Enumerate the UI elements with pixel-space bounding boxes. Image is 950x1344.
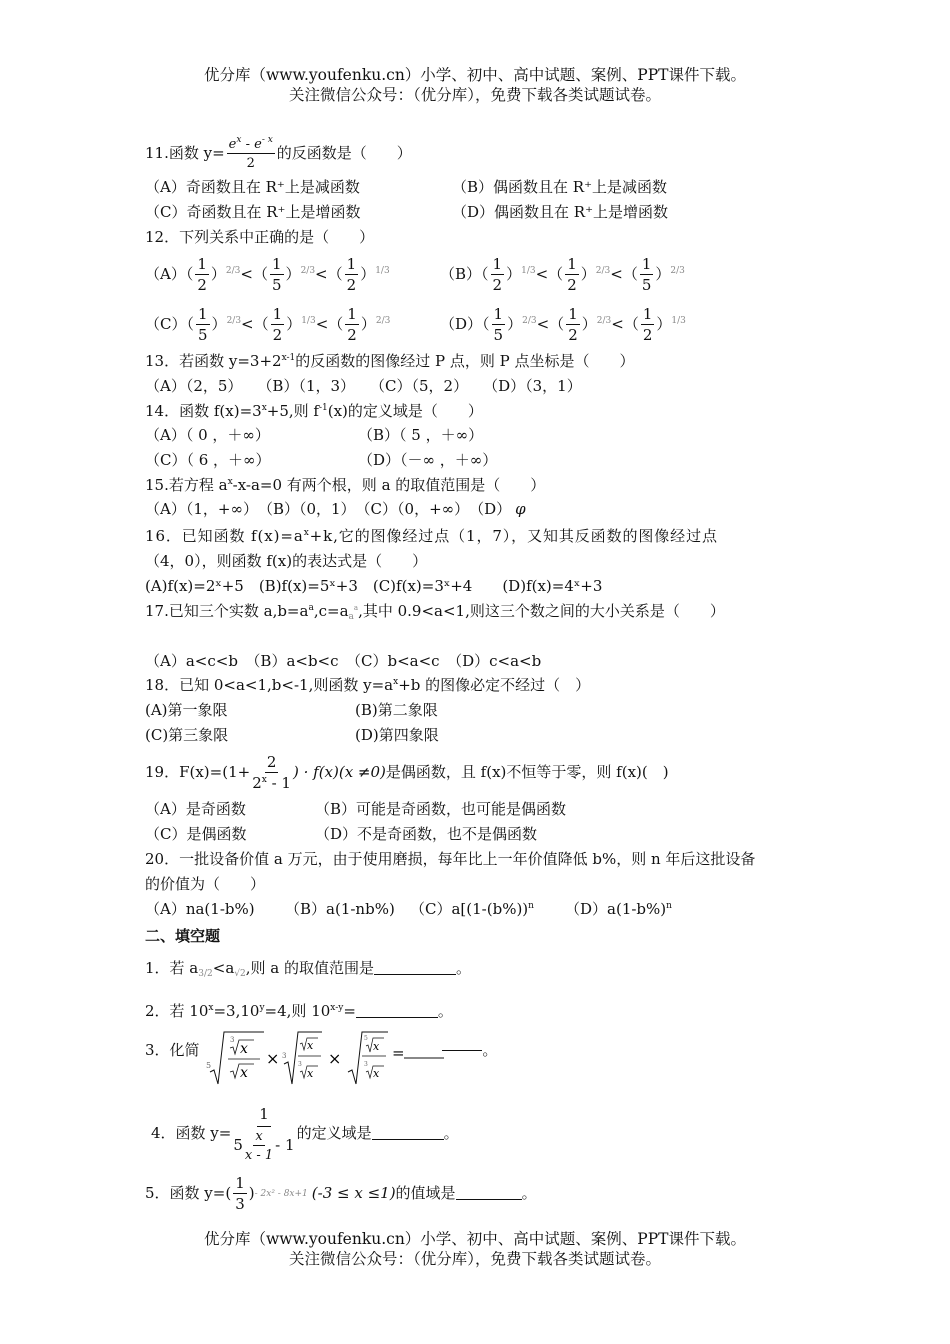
- q16-line-2: （4，0），则函数 f(x)的表达式是（ ）: [145, 552, 428, 570]
- fill-2-blank[interactable]: [356, 1003, 438, 1018]
- svg-text:×: ×: [266, 1049, 280, 1068]
- header-line-2: 关注微信公众号：（优分库），免费下载各类试题试卷。: [288, 86, 661, 104]
- q18-option-c: (C)第三象限: [145, 726, 229, 744]
- svg-text:x: x: [373, 1067, 380, 1080]
- q20-option-d: $(D)a(1-b\%)^n$: [565, 900, 672, 918]
- q12-stem: 12．下列关系中正确的是（ ）: [145, 228, 375, 246]
- q20-line-2: 的价值为（ ）: [145, 875, 266, 893]
- q12-option-b: （B）（ $\frac{1}{2}$ ）$^{1/3}$<（ $\frac{1}{2}$ ）$^{2/3}$<（ $\frac{1}{5}$ ）$^{2/3}$: [440, 255, 685, 294]
- fill-3-blank[interactable]: [442, 1036, 482, 1051]
- q14-stem: 14．函数 $f(x)=3^x+5$,则 $f^{-1}(x)$的定义域是（ ）: [145, 402, 483, 420]
- q20-option-c: $(C)a[(1-(b\%))^n$: [410, 900, 534, 918]
- svg-text:5: 5: [364, 1035, 369, 1042]
- q15-options: （A）（1，+∞） （B）（0，1） （C）（0，+∞） （D） φ: [145, 500, 526, 518]
- fill-5-blank[interactable]: [456, 1185, 522, 1200]
- fill-1: 1．若 $a_{3/2}<a_{√2}$,则 a 的取值范围是 。: [145, 959, 471, 979]
- fill-1-blank[interactable]: [374, 960, 456, 975]
- q12-option-c: （C）（ $\frac{1}{5}$ ）$^{2/3}$<（ $\frac{1}{2}$ ）$^{1/3}$<（ $\frac{1}{2}$ ）$^{2/3}$: [145, 305, 391, 344]
- svg-text:×: ×: [328, 1049, 342, 1068]
- q15-stem: 15.若方程 $a^x-x-a=0$ 有两个根，则 a 的取值范围是（ ）: [145, 476, 546, 494]
- q18-option-a: (A)第一象限: [145, 701, 228, 719]
- fill-5: 5．函数 y=( $\frac{1}{3}$ )- 2x² - 8x+1 (-3 ≤ x ≤1)的值域是 。: [145, 1174, 537, 1213]
- q11-option-d: （D）偶函数且在 R⁺上是增函数: [452, 203, 669, 221]
- q20-line-1: 20．一批设备价值 a 万元，由于使用磨损，每年比上一年价值降低 b%，则 n 年后这批设备: [145, 850, 756, 868]
- q14-option-a: （A）（ 0 ，＋∞）: [145, 426, 270, 444]
- question-11: [145, 135, 412, 171]
- svg-text:x: x: [240, 1065, 249, 1081]
- fill-3: 3．化简 5 3 x x × 3 x 3 x × 5 x 3 x = 。: [145, 1028, 497, 1088]
- q13-options: （A）（2，5） （B）（1，3） （C）（5，2） （D）（3，1）: [145, 377, 582, 395]
- q16-line-1: 16．已知函数 $f(x)=a^x+k$,它的图像经过点（1，7），又知其反函数的图像经过点: [145, 527, 718, 545]
- q11-option-a: （A）奇函数且在 R⁺上是减函数: [145, 178, 360, 196]
- q20-option-b: （B）a(1-nb%): [285, 900, 395, 918]
- svg-text:3: 3: [230, 1036, 235, 1044]
- q18-option-b: (B)第二象限: [355, 701, 438, 719]
- svg-text:3: 3: [298, 1061, 303, 1068]
- svg-text:x: x: [307, 1067, 314, 1080]
- q14-option-d: （D）（－∞ ，＋∞）: [358, 451, 498, 469]
- q12-option-d: （D）（ $\frac{1}{5}$ ）$^{2/3}$<（ $\frac{1}{2}$ ）$^{2/3}$<（ $\frac{1}{2}$ ）$^{1/3}$: [440, 305, 686, 344]
- q19-option-b: （B）可能是奇函数，也可能是偶函数: [315, 800, 567, 818]
- q19-option-d: （D）不是奇函数，也不是偶函数: [315, 825, 538, 843]
- footer-line-2: 关注微信公众号：（优分库），免费下载各类试题试卷。: [288, 1250, 661, 1268]
- q18-option-d: (D)第四象限: [355, 726, 439, 744]
- svg-text:3: 3: [282, 1052, 287, 1060]
- svg-text:=: =: [392, 1044, 405, 1062]
- q11-prefix: 11.函数 y=: [145, 144, 225, 162]
- q14-option-b: （B）（ 5 ，＋∞）: [358, 426, 484, 444]
- fill-4: 4．函数 y= 1 5 $\frac{x}{x - 1}$ - 1 的定义域是 。: [151, 1104, 459, 1163]
- footer-line-1: 优分库（www.youfenku.cn）小学、初中、高中试题、案例、PPT课件下载。: [203, 1230, 747, 1248]
- svg-text:x: x: [373, 1040, 380, 1053]
- q19-option-a: （A）是奇函数: [145, 800, 246, 818]
- q13-stem: 13．若函数 $y=3+2^{x-1}$的反函数的图像经过 P 点，则 P 点坐标是（ ）: [145, 352, 635, 370]
- section-title-fill-in: 二、填空题: [145, 927, 221, 945]
- svg-text:5: 5: [206, 1061, 212, 1070]
- q14-option-c: （C）（ 6 ，＋∞）: [145, 451, 271, 469]
- q19-stem: 19．F(x)=(1+ $\frac{2}{2^x - 1}$ ) · f(x)(x ≠0)是偶函数，且 f(x)不恒等于零，则 f(x)( ): [145, 753, 669, 792]
- fill-3-radical-expression: [204, 1028, 444, 1088]
- q11-fraction: $\frac{e^x - e^{- x}}{2}$: [228, 135, 273, 171]
- q16-options: (A)f(x)=2ˣ+5 (B)f(x)=5ˣ+3 (C)f(x)=3ˣ+4 (D)f(x)=4ˣ+3: [145, 577, 603, 595]
- fill-4-blank[interactable]: [372, 1125, 444, 1140]
- svg-text:3: 3: [364, 1061, 369, 1068]
- q20-option-a: （A）na(1-b%): [145, 900, 255, 918]
- svg-text:x: x: [307, 1039, 314, 1052]
- fill-2: 2．若 $10^x=3,10^y=4$,则 $10^{x-y}=$ 。: [145, 1002, 453, 1020]
- q17-options: （A）a<c<b （B）a<b<c （C）b<a<c （D）c<a<b: [145, 652, 542, 670]
- q11-option-b: （B）偶函数且在 R⁺上是减函数: [452, 178, 668, 196]
- q19-option-c: （C）是偶函数: [145, 825, 247, 843]
- svg-text:x: x: [240, 1041, 249, 1057]
- q11-suffix: 的反函数是（ ）: [276, 144, 412, 162]
- q11-option-c: （C）奇函数且在 R⁺上是增函数: [145, 203, 361, 221]
- q17-stem: 17.已知三个实数 $a,b=a^a,c=a_a^a$,其中 0.9<a<1,则这三个数之间的大小关系是（ ）: [145, 602, 725, 622]
- q12-option-a: （A）（ $\frac{1}{2}$ ）$^{2/3}$<（ $\frac{1}{5}$ ）$^{2/3}$<（ $\frac{1}{2}$ ）$^{1/3}$: [145, 255, 390, 294]
- q18-stem: 18．已知 0<a<1,b<-1,则函数 $y=a^x+b$ 的图像必定不经过（ ）: [145, 676, 591, 694]
- header-line-1: 优分库（www.youfenku.cn）小学、初中、高中试题、案例、PPT课件下载。: [203, 66, 747, 84]
